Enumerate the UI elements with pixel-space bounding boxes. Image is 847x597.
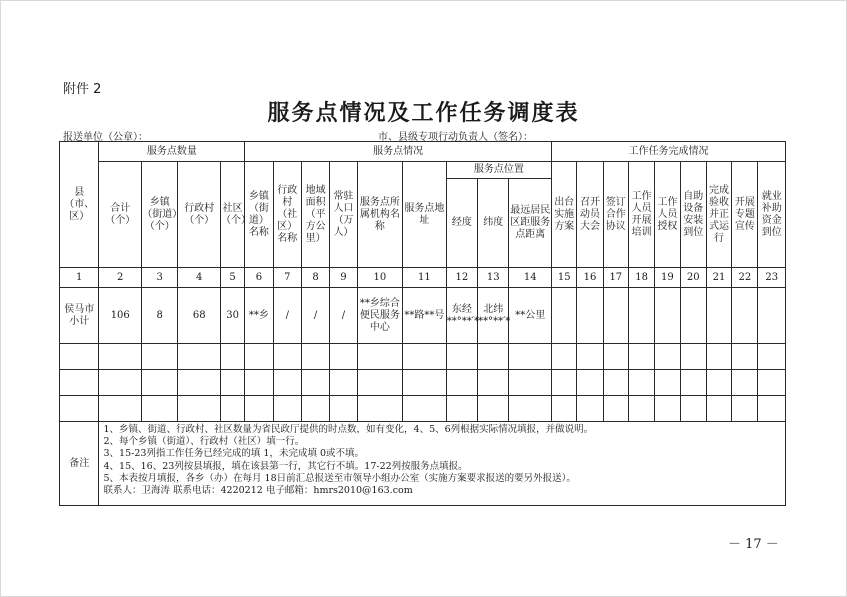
latitude-header: 纬度 [478,179,509,268]
service-count-header: 服务点数量 [99,142,245,162]
empty-cell [301,344,329,370]
column-number: 19 [655,268,680,288]
empty-cell [99,370,142,396]
page-number: － 17 － [728,537,779,552]
training-header: 工作人员开展培训 [628,162,654,268]
empty-cell [603,344,628,370]
column-number: 10 [357,268,403,288]
empty-cell [655,370,680,396]
empty-cell [478,344,509,370]
county-header: 县（市、区） [60,142,99,268]
empty-cell [273,370,301,396]
empty-cell [357,370,403,396]
empty-cell [178,344,221,370]
column-number: 3 [142,268,178,288]
empty-cell [628,396,654,422]
empty-cell [220,370,244,396]
total-header: 合计（个） [99,162,142,268]
column-number: 1 [60,268,99,288]
empty-cell [758,344,786,370]
responsible-person-label: 市、县级专项行动负责人（签名）： [378,132,533,143]
empty-cell [446,370,477,396]
org-name-header: 服务点所属机构名称 [357,162,403,268]
empty-cell [758,288,786,344]
empty-cell [758,396,786,422]
total-cell: 106 [99,288,142,344]
header-row-2 [60,162,786,179]
header-row-1 [60,142,786,162]
task-completion-header: 工作任务完成情况 [552,142,786,162]
empty-cell [680,370,706,396]
note-line: 1、乡镇、街道、行政村、社区数量为省民政厅提供的时点数，如有变化，4、5、6列根据实际情况填报，并做说明。 [103,424,594,435]
column-number-row [60,268,786,288]
blank-row [60,396,786,422]
notes-label: 备注 [60,422,99,506]
service-info-header: 服务点情况 [245,142,552,162]
communities-header: 社区（个） [220,162,244,268]
address-header: 服务点地址 [403,162,447,268]
empty-cell [628,288,654,344]
column-number: 13 [478,268,509,288]
empty-cell [552,396,577,422]
column-number: 23 [758,268,786,288]
towns-cell: 8 [142,288,178,344]
latitude-cell: 北纬**°**′* [478,288,509,344]
equipment-header: 自助设备安装到位 [680,162,706,268]
empty-cell [178,396,221,422]
empty-cell [552,370,577,396]
acceptance-header: 完成验收并正式运行 [706,162,731,268]
empty-cell [478,396,509,422]
empty-cell [301,396,329,422]
empty-cell [680,344,706,370]
column-number: 18 [628,268,654,288]
empty-cell [357,396,403,422]
distance-header: 最远居民区距服务点距离 [509,179,552,268]
attachment-label: 附件 2 [63,82,102,97]
agreement-header: 签订合作协议 [603,162,628,268]
area-cell: / [301,288,329,344]
column-number: 16 [577,268,603,288]
org-name-cell: **乡综合便民服务中心 [357,288,403,344]
empty-cell [330,344,357,370]
empty-cell [706,288,731,344]
empty-cell [220,396,244,422]
empty-cell [245,344,273,370]
empty-cell [603,288,628,344]
empty-cell [446,396,477,422]
note-line: 3、15-23列指工作任务已经完成的填 1，未完成填 0或不填。 [103,448,365,460]
empty-cell [628,370,654,396]
empty-cell [142,396,178,422]
empty-cell [330,370,357,396]
villages-cell: 68 [178,288,221,344]
column-number: 4 [178,268,221,288]
empty-cell [403,370,447,396]
position-header: 服务点位置 [446,162,551,179]
longitude-header: 经度 [446,179,477,268]
county-cell: 侯马市小计 [60,288,99,344]
note-line: 2、每个乡镇（街道）、行政村（社区）填一行。 [103,436,305,448]
authorization-header: 工作人员授权 [655,162,680,268]
note-line: 联系人：卫海涛 联系电话：4220212 电子邮箱：hmrs2010@163.com [103,485,413,497]
empty-cell [655,288,680,344]
notes-row [60,422,786,506]
empty-cell [552,344,577,370]
empty-cell [655,344,680,370]
empty-cell [357,344,403,370]
column-number: 17 [603,268,628,288]
town-name-header: 乡镇（街道）名称 [245,162,273,268]
column-number: 20 [680,268,706,288]
column-number: 9 [330,268,357,288]
empty-cell [99,344,142,370]
empty-cell [758,370,786,396]
empty-cell [446,344,477,370]
area-header: 地域面积（平方公里） [301,162,329,268]
column-number: 15 [552,268,577,288]
empty-cell [403,396,447,422]
column-number: 7 [273,268,301,288]
page-title: 服务点情况及工作任务调度表 [267,100,580,126]
column-number: 21 [706,268,731,288]
blank-row [60,344,786,370]
column-number: 5 [220,268,244,288]
empty-cell [301,370,329,396]
empty-cell [628,344,654,370]
empty-cell [142,370,178,396]
empty-cell [403,344,447,370]
empty-cell [552,288,577,344]
report-unit-label: 报送单位（公章）： [63,132,148,143]
villages-header: 行政村（个） [178,162,221,268]
plan-header: 出台实施方案 [552,162,577,268]
note-line: 5、本表按月填报，各乡（办）在每月 18日前汇总报送至市领导小组办公室（实施方案要求报送的要另外报送）。 [103,472,576,484]
mobilize-header: 召开动员大会 [577,162,603,268]
village-name-cell: / [273,288,301,344]
column-number: 22 [732,268,758,288]
empty-cell [99,396,142,422]
empty-cell [273,344,301,370]
empty-cell [732,396,758,422]
town-name-cell: **乡 [245,288,273,344]
village-name-header: 行政村（社区）名称 [273,162,301,268]
column-number: 2 [99,268,142,288]
column-number: 14 [509,268,552,288]
empty-cell [577,370,603,396]
empty-cell [603,396,628,422]
empty-cell [706,370,731,396]
column-number: 8 [301,268,329,288]
empty-cell [680,288,706,344]
empty-cell [60,396,99,422]
empty-cell [245,396,273,422]
empty-cell [60,370,99,396]
address-cell: **路**号 [403,288,447,344]
empty-cell [509,370,552,396]
empty-cell [220,344,244,370]
distance-cell: **公里 [509,288,552,344]
notes-content [99,422,786,506]
blank-row [60,370,786,396]
empty-cell [577,344,603,370]
empty-cell [732,288,758,344]
population-cell: / [330,288,357,344]
empty-cell [655,396,680,422]
empty-cell [330,396,357,422]
column-number: 6 [245,268,273,288]
column-number: 11 [403,268,447,288]
note-line: 4、15、16、23列按县填报，填在该县第一行，其它行不填。17-22列按服务点填报。 [103,460,468,472]
empty-cell [509,396,552,422]
empty-cell [706,396,731,422]
longitude-cell: 东经**°**′* [446,288,477,344]
schedule-table [59,141,786,506]
towns-header: 乡镇（街道）（个） [142,162,178,268]
empty-cell [245,370,273,396]
empty-cell [178,370,221,396]
data-row [60,288,786,344]
empty-cell [577,288,603,344]
empty-cell [142,344,178,370]
publicity-header: 开展专题宣传 [732,162,758,268]
empty-cell [706,344,731,370]
empty-cell [732,370,758,396]
communities-cell: 30 [220,288,244,344]
subsidy-header: 就业补助资金到位 [758,162,786,268]
empty-cell [577,396,603,422]
population-header: 常驻人口（万人） [330,162,357,268]
empty-cell [273,396,301,422]
empty-cell [509,344,552,370]
empty-cell [732,344,758,370]
empty-cell [60,344,99,370]
column-number: 12 [446,268,477,288]
empty-cell [680,396,706,422]
empty-cell [478,370,509,396]
empty-cell [603,370,628,396]
